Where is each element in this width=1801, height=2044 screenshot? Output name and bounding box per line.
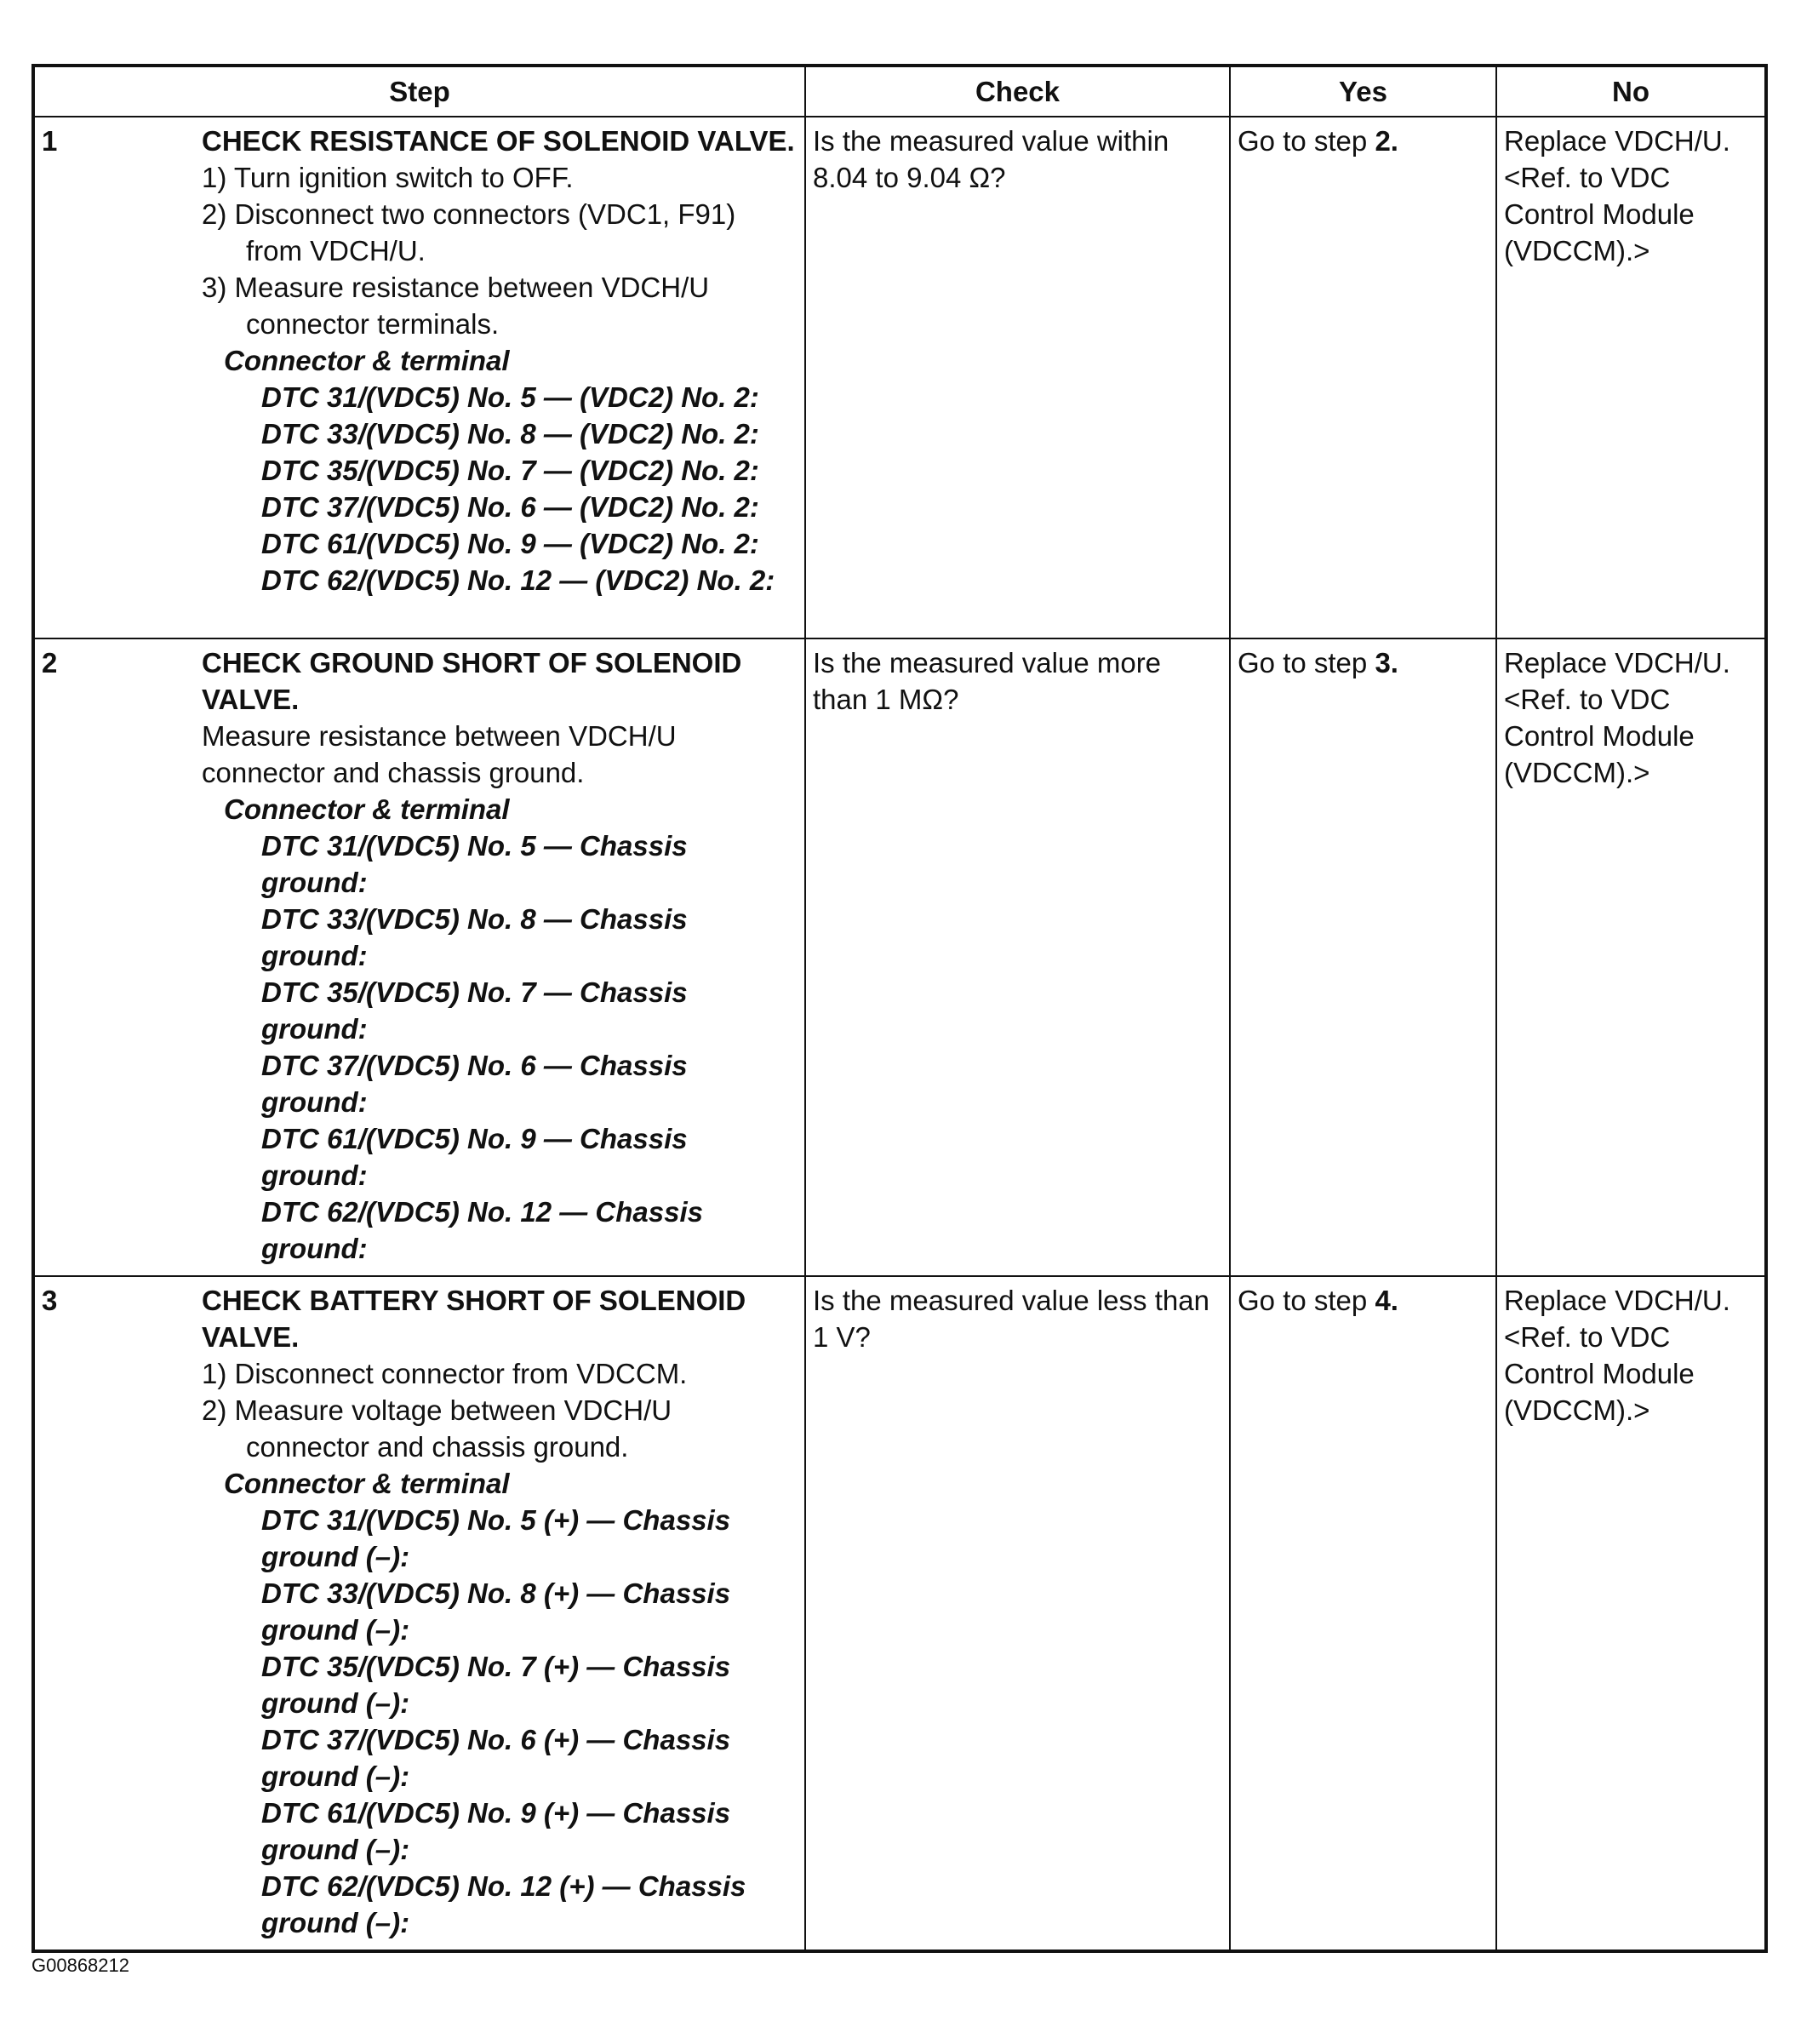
- yes-step-number: 3.: [1375, 647, 1398, 678]
- no-cell: Replace VDCH/U. <Ref. to VDC Control Module (VDCCM).>: [1496, 638, 1766, 1276]
- header-check: Check: [805, 66, 1230, 117]
- terminal-item: DTC 33/(VDC5) No. 8 (+) — Chassis ground (–):: [261, 1577, 731, 1646]
- check-cell: Is the measured value within 8.04 to 9.04 Ω?: [805, 117, 1230, 638]
- terminal-item: DTC 35/(VDC5) No. 7 — (VDC2) No. 2:: [261, 455, 759, 486]
- substep: 2) Disconnect two connectors (VDC1, F91) from VDCH/U.: [202, 198, 736, 266]
- substep: 2) Measure voltage between VDCH/U connector and chassis ground.: [202, 1394, 672, 1463]
- yes-prefix: Go to step: [1238, 647, 1375, 678]
- step-title: CHECK BATTERY SHORT OF SOLENOID VALVE.: [202, 1285, 746, 1353]
- terminal-item: DTC 62/(VDC5) No. 12 — Chassis ground:: [261, 1196, 703, 1264]
- yes-cell: [1230, 638, 1496, 1276]
- terminal-item: DTC 61/(VDC5) No. 9 — (VDC2) No. 2:: [261, 528, 759, 559]
- terminal-item: DTC 31/(VDC5) No. 5 — (VDC2) No. 2:: [261, 381, 759, 413]
- terminal-item: DTC 61/(VDC5) No. 9 — Chassis ground:: [261, 1123, 688, 1191]
- diagnostic-table: [31, 64, 1768, 1953]
- substep: 1) Turn ignition switch to OFF.: [202, 162, 574, 193]
- terminal-item: DTC 35/(VDC5) No. 7 (+) — Chassis ground (–):: [261, 1651, 731, 1719]
- step-title: CHECK GROUND SHORT OF SOLENOID VALVE.: [202, 647, 742, 715]
- step-cell: [33, 638, 805, 1276]
- step-intro: Measure resistance between VDCH/U connector and chassis ground.: [202, 720, 677, 788]
- yes-cell: [1230, 117, 1496, 638]
- header-no: No: [1496, 66, 1766, 117]
- substep: 1) Disconnect connector from VDCCM.: [202, 1358, 688, 1389]
- terminal-item: DTC 61/(VDC5) No. 9 (+) — Chassis ground (–):: [261, 1797, 731, 1865]
- no-cell: Replace VDCH/U. <Ref. to VDC Control Module (VDCCM).>: [1496, 1276, 1766, 1951]
- check-cell: Is the measured value less than 1 V?: [805, 1276, 1230, 1951]
- connector-heading: Connector & terminal: [224, 345, 510, 376]
- terminal-item: DTC 33/(VDC5) No. 8 — Chassis ground:: [261, 903, 688, 971]
- terminal-item: DTC 37/(VDC5) No. 6 — Chassis ground:: [261, 1050, 688, 1118]
- yes-prefix: Go to step: [1238, 1285, 1375, 1316]
- terminal-item: DTC 31/(VDC5) No. 5 — Chassis ground:: [261, 830, 688, 898]
- check-cell: Is the measured value more than 1 MΩ?: [805, 638, 1230, 1276]
- step-cell: [33, 117, 805, 638]
- table-row: [33, 117, 1766, 638]
- substep: 3) Measure resistance between VDCH/U connector terminals.: [202, 272, 710, 340]
- table-row: [33, 638, 1766, 1276]
- figure-id: G00868212: [31, 1955, 129, 1976]
- header-step: Step: [33, 66, 805, 117]
- connector-heading: Connector & terminal: [224, 1468, 510, 1499]
- terminal-item: DTC 33/(VDC5) No. 8 — (VDC2) No. 2:: [261, 418, 759, 449]
- yes-cell: [1230, 1276, 1496, 1951]
- terminal-item: DTC 37/(VDC5) No. 6 — (VDC2) No. 2:: [261, 491, 759, 523]
- step-number: 1: [42, 125, 58, 157]
- step-title: CHECK RESISTANCE OF SOLENOID VALVE.: [202, 125, 795, 157]
- terminal-item: DTC 62/(VDC5) No. 12 (+) — Chassis ground (–):: [261, 1870, 746, 1938]
- yes-prefix: Go to step: [1238, 125, 1375, 157]
- table-row: [33, 1276, 1766, 1951]
- header-row: [33, 66, 1766, 117]
- yes-step-number: 2.: [1375, 125, 1398, 157]
- connector-heading: Connector & terminal: [224, 793, 510, 825]
- step-number: 3: [42, 1285, 58, 1316]
- yes-step-number: 4.: [1375, 1285, 1398, 1316]
- terminal-item: DTC 31/(VDC5) No. 5 (+) — Chassis ground (–):: [261, 1504, 731, 1572]
- terminal-item: DTC 35/(VDC5) No. 7 — Chassis ground:: [261, 976, 688, 1045]
- no-cell: Replace VDCH/U. <Ref. to VDC Control Module (VDCCM).>: [1496, 117, 1766, 638]
- terminal-item: DTC 62/(VDC5) No. 12 — (VDC2) No. 2:: [261, 564, 775, 596]
- step-cell: [33, 1276, 805, 1951]
- step-number: 2: [42, 647, 58, 678]
- header-yes: Yes: [1230, 66, 1496, 117]
- terminal-item: DTC 37/(VDC5) No. 6 (+) — Chassis ground (–):: [261, 1724, 731, 1792]
